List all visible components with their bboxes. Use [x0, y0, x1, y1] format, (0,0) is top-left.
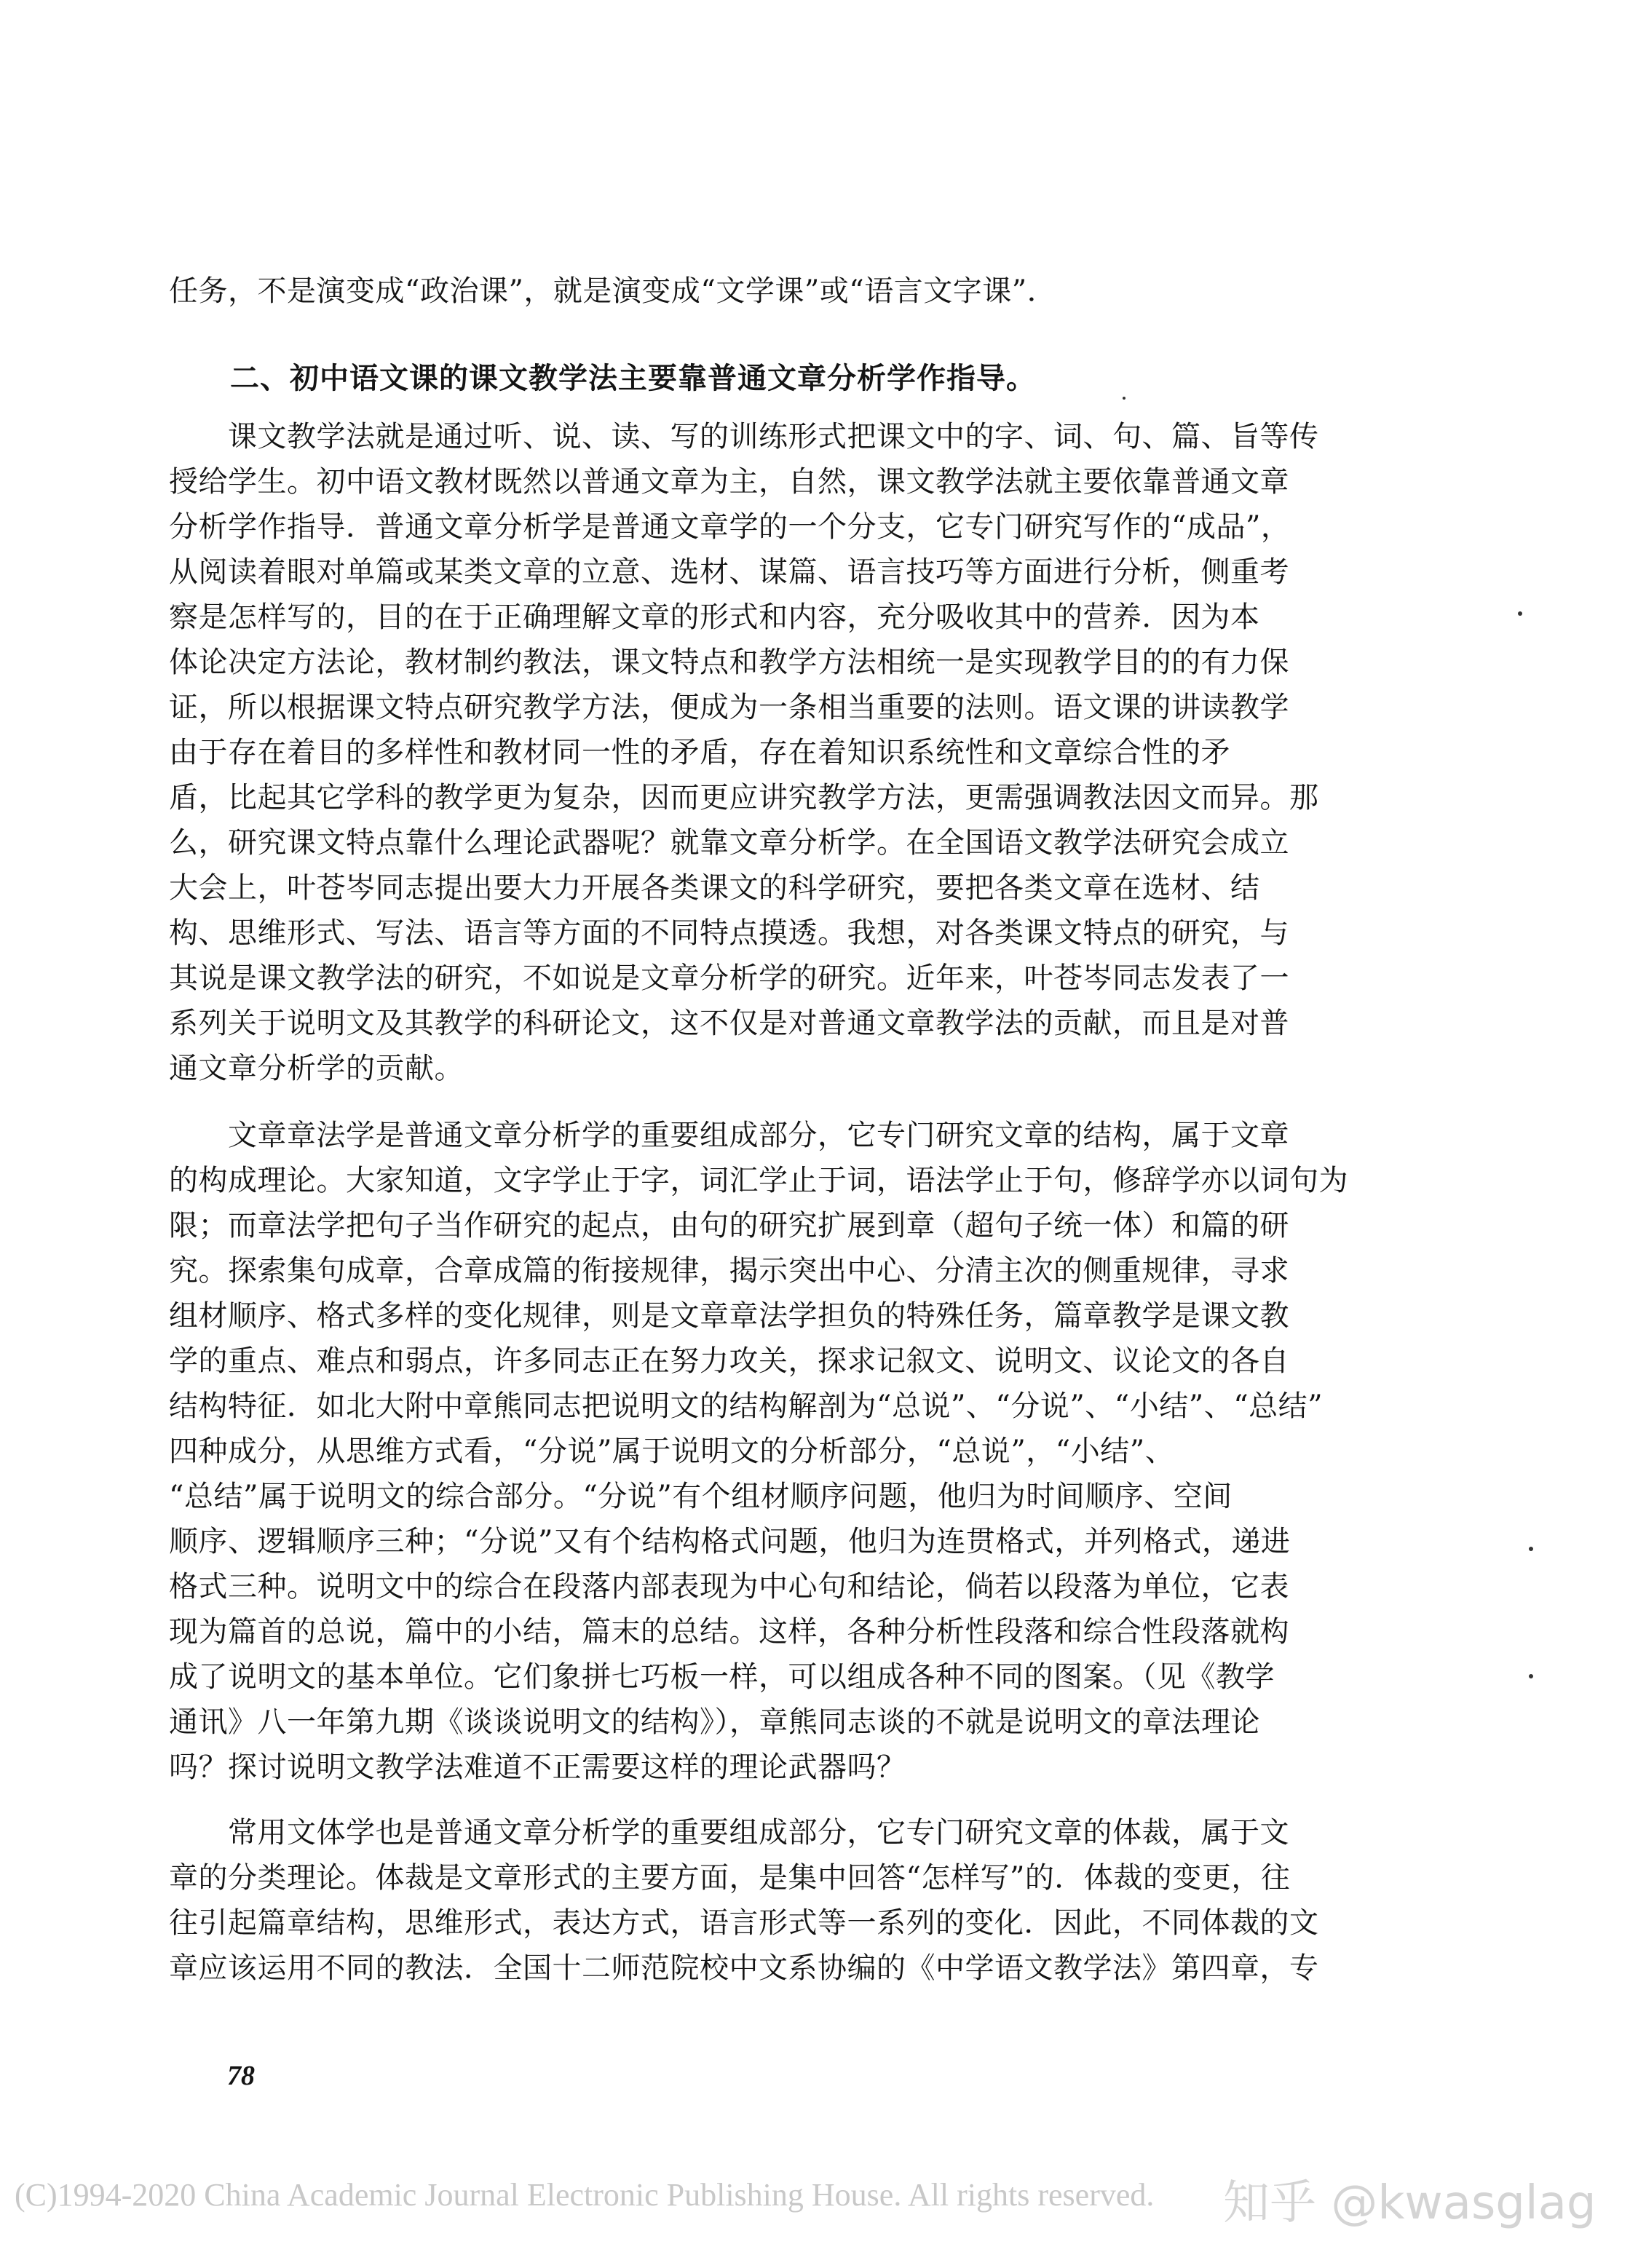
text-line: 通讯》八一年第九期《谈谈说明文的结构》），章熊同志谈的不就是说明文的章法理论	[169, 1705, 1260, 1739]
text-line: 成了说明文的基本单位。它们象拼七巧板一样，可以组成各种不同的图案。（见《教学	[169, 1660, 1275, 1694]
text-line: 常用文体学也是普通文章分析学的重要组成部分，它专门研究文章的体裁，属于文	[169, 1816, 1289, 1849]
text-line: 由于存在着目的多样性和教材同一性的矛盾，存在着知识系统性和文章综合性的矛	[169, 736, 1230, 769]
text-line: 学的重点、难点和弱点，许多同志正在努力攻关，探求记叙文、说明文、议论文的各自	[169, 1344, 1289, 1378]
text-line: 任务，不是演变成“政治课”，就是演变成“文学课”或“语言文字课”．	[169, 274, 1057, 308]
text-line: “总结”属于说明文的综合部分。“分说”有个组材顺序问题，他归为时间顺序、空间	[169, 1480, 1233, 1513]
copyright-notice: (C)1994-2020 China Academic Journal Electronic Publishing House. All rights reserved.	[15, 2177, 1155, 2213]
section-heading: 二、初中语文课的课文教学法主要靠普通文章分析学作指导。	[230, 361, 1036, 395]
text-line: 四种成分，从思维方式看，“分说”属于说明文的分析部分，“总说”，“小结”、	[169, 1435, 1175, 1468]
zhihu-watermark: 知乎 @kwasglag	[1223, 2176, 1597, 2230]
text-line: 构、思维形式、写法、语言等方面的不同特点摸透。我想，对各类课文特点的研究，与	[169, 916, 1289, 950]
text-line: 章应该运用不同的教法．全国十二师范院校中文系协编的《中学语文教学法》第四章，专	[169, 1951, 1319, 1985]
scan-speck	[1123, 397, 1125, 400]
scan-speck	[1529, 1547, 1533, 1551]
text-line: 的构成理论。大家知道，文字学止于字，词汇学止于词，语法学止于句，修辞学亦以词句为	[169, 1164, 1348, 1197]
page-number: 78	[227, 2061, 255, 2091]
text-line: 顺序、逻辑顺序三种；“分说”又有个结构格式问题，他归为连贯格式，并列格式，递进	[169, 1525, 1291, 1558]
text-line: 么，研究课文特点靠什么理论武器呢？就靠文章分析学。在全国语文教学法研究会成立	[169, 826, 1289, 860]
text-line: 结构特征．如北大附中章熊同志把说明文的结构解剖为“总说”、“分说”、“小结”、“总结”	[169, 1389, 1324, 1423]
text-line: 盾，比起其它学科的教学更为复杂，因而更应讲究教学方法，更需强调教法因文而异。那	[169, 781, 1319, 814]
text-line: 从阅读着眼对单篇或某类文章的立意、选材、谋篇、语言技巧等方面进行分析，侧重考	[169, 555, 1289, 589]
text-line: 大会上，叶苍岑同志提出要大力开展各类课文的科学研究，要把各类文章在选材、结	[169, 871, 1260, 905]
text-line: 组材顺序、格式多样的变化规律，则是文章章法学担负的特殊任务，篇章教学是课文教	[169, 1299, 1289, 1333]
scan-speck	[1518, 611, 1522, 616]
text-line: 文章章法学是普通文章分析学的重要组成部分，它专门研究文章的结构，属于文章	[169, 1119, 1289, 1152]
text-line: 课文教学法就是通过听、说、读、写的训练形式把课文中的字、词、句、篇、旨等传	[169, 420, 1319, 453]
text-line: 授给学生。初中语文教材既然以普通文章为主，自然，课文教学法就主要依靠普通文章	[169, 465, 1289, 499]
text-line: 察是怎样写的，目的在于正确理解文章的形式和内容，充分吸收其中的营养．因为本	[169, 600, 1260, 634]
text-line: 吗？探讨说明文教学法难道不正需要这样的理论武器吗？	[169, 1750, 906, 1784]
text-line: 格式三种。说明文中的综合在段落内部表现为中心句和结论，倘若以段落为单位，它表	[169, 1570, 1289, 1603]
text-line: 限；而章法学把句子当作研究的起点，由句的研究扩展到章（超句子统一体）和篇的研	[169, 1209, 1289, 1242]
text-line: 体论决定方法论，教材制约教法，课文特点和教学方法相统一是实现教学目的的有力保	[169, 646, 1289, 679]
text-line: 证，所以根据课文特点研究教学方法，便成为一条相当重要的法则。语文课的讲读教学	[169, 691, 1289, 724]
text-line: 系列关于说明文及其教学的科研论文，这不仅是对普通文章教学法的贡献，而且是对普	[169, 1007, 1289, 1040]
text-line: 分析学作指导．普通文章分析学是普通文章学的一个分支，它专门研究写作的“成品”，	[169, 510, 1291, 544]
scan-speck	[1529, 1674, 1533, 1678]
text-line: 现为篇首的总说，篇中的小结，篇末的总结。这样，各种分析性段落和综合性段落就构	[169, 1615, 1289, 1649]
text-line: 究。探索集句成章，合章成篇的衔接规律，揭示突出中心、分清主次的侧重规律，寻求	[169, 1254, 1289, 1288]
text-line: 其说是课文教学法的研究，不如说是文章分析学的研究。近年来，叶苍岑同志发表了一	[169, 961, 1289, 995]
text-line: 章的分类理论。体裁是文章形式的主要方面，是集中回答“怎样写”的．体裁的变更，往	[169, 1861, 1291, 1895]
text-line: 往引起篇章结构，思维形式，表达方式，语言形式等一系列的变化．因此，不同体裁的文	[169, 1906, 1319, 1940]
text-line: 通文章分析学的贡献。	[169, 1052, 464, 1085]
